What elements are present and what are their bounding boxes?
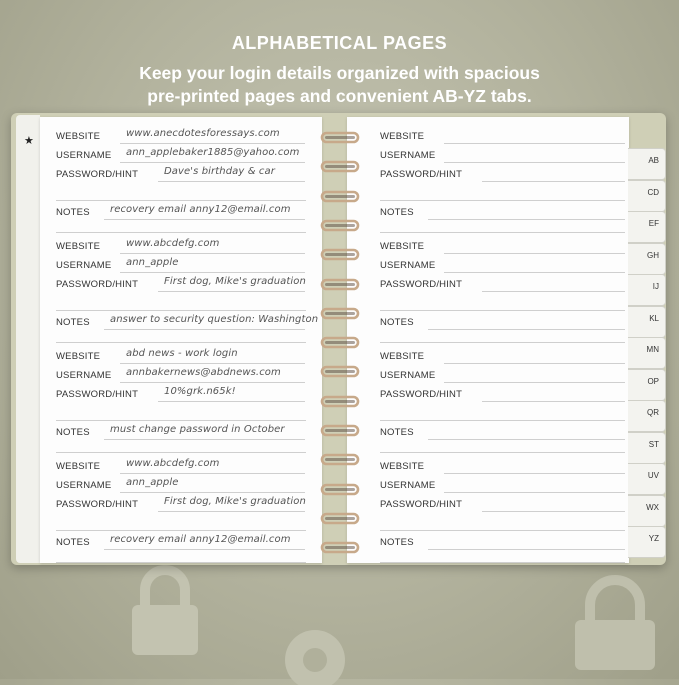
spiral-ring [320,159,360,173]
tab-op[interactable] [628,369,666,401]
username-label: USERNAME [56,150,112,161]
tab-label: UV [647,471,659,480]
website-label: WEBSITE [56,241,101,252]
website-label: WEBSITE [380,461,425,472]
entry-line[interactable] [428,439,625,440]
username-value[interactable]: annbakernews@abdnews.com [126,367,281,378]
notes-value[interactable]: answer to security question: Washington [110,314,319,325]
website-label: WEBSITE [380,351,425,362]
entry-line[interactable] [444,492,625,493]
spiral-ring [320,306,360,320]
tab-label: OP [647,376,659,386]
entry-line[interactable] [444,473,625,474]
entry-line[interactable] [428,549,625,550]
tab-gh[interactable] [628,243,666,275]
blank-line[interactable] [380,530,625,531]
tab-label: KL [649,313,659,323]
password-label: PASSWORD/HINT [380,389,463,400]
blank-line[interactable] [380,310,625,311]
blank-line [56,562,306,563]
username-value[interactable]: ann_applebaker1885@yahoo.com [126,147,300,158]
username-label: USERNAME [380,480,436,491]
page-title: ALPHABETICAL PAGES [231,33,448,53]
notes-value[interactable]: must change password in October [110,424,285,435]
username-value[interactable]: ann_apple [126,257,179,268]
entry-line[interactable] [428,219,625,220]
entry-line [120,143,305,144]
tab-label: WX [646,502,659,512]
blank-line[interactable] [380,420,625,421]
password-label: PASSWORD/HINT [56,499,139,510]
website-value[interactable]: www.anecdotesforessays.com [126,128,280,139]
notes-value[interactable]: recovery email anny12@email.com [110,204,291,215]
tab-label: EF [648,219,659,228]
tab-ef[interactable] [628,211,666,243]
entry-line[interactable] [482,401,625,402]
spiral-ring [320,130,360,144]
username-value[interactable]: ann_apple [126,477,179,488]
page-subtitle [0,62,679,108]
tab-label: GH [647,250,659,260]
page-edge [16,115,40,563]
entry-line[interactable] [482,181,625,182]
tab-label: QR [647,408,659,417]
website-value[interactable]: abd news - work login [126,348,238,359]
spiral-ring [320,482,360,496]
tab-label: YZ [648,534,659,543]
entry-line [120,382,305,383]
blank-line [56,452,306,453]
entry-line [104,439,305,440]
entry-line[interactable] [482,291,625,292]
entry-line[interactable] [444,162,625,163]
notes-value[interactable]: recovery email anny12@email.com [110,534,291,545]
username-label: USERNAME [380,150,436,161]
blank-line[interactable] [380,232,625,233]
notes-label: NOTES [380,427,414,438]
password-label: PASSWORD/HINT [380,169,463,180]
tab-uv[interactable] [628,463,666,495]
tab-st[interactable] [628,432,666,464]
entry-line [120,492,305,493]
entry-line [158,181,305,182]
entry-line[interactable] [444,363,625,364]
entry-line[interactable] [428,329,625,330]
notes-label: NOTES [56,317,90,328]
entry-line [120,272,305,273]
tab-mn[interactable] [628,337,666,369]
tab-ij[interactable] [628,274,666,306]
spiral-ring [320,511,360,525]
username-label: USERNAME [380,260,436,271]
notes-label: NOTES [56,427,90,438]
notes-label: NOTES [380,207,414,218]
blank-line[interactable] [380,452,625,453]
username-label: USERNAME [56,480,112,491]
notes-label: NOTES [56,207,90,218]
tab-label: CD [647,187,659,197]
entry-line [120,253,305,254]
spiral-ring [320,218,360,232]
entry-line [158,401,305,402]
blank-line [56,530,306,531]
website-label: WEBSITE [380,241,425,252]
lock-icon [560,575,670,675]
password-label: PASSWORD/HINT [56,169,139,180]
spiral-ring [320,247,360,261]
website-label: WEBSITE [56,461,101,472]
password-value[interactable]: First dog, Mike's graduation [164,496,306,507]
tab-label: AB [648,156,659,165]
password-label: PASSWORD/HINT [380,279,463,290]
blank-line[interactable] [380,562,625,563]
entry-line [120,162,305,163]
tab-cd[interactable] [628,180,666,212]
notes-label: NOTES [380,537,414,548]
spiral-ring [320,540,360,554]
entry-line [120,363,305,364]
entry-line [104,329,305,330]
entry-line[interactable] [444,253,625,254]
subtitle-line-1: Keep your login details organized with spacious [139,63,540,83]
tab-label: ST [648,439,659,449]
entry-line [158,511,305,512]
website-value[interactable]: www.abcdefg.com [126,458,220,469]
spiral-ring [320,277,360,291]
lock-icon [120,560,210,660]
tab-label: MN [646,345,659,354]
website-label: WEBSITE [380,131,425,142]
password-label: PASSWORD/HINT [380,499,463,510]
entry-line [158,291,305,292]
entry-line[interactable] [444,272,625,273]
spiral-ring [320,452,360,466]
password-value[interactable]: Dave's birthday & car [164,166,275,177]
blank-line [56,232,306,233]
blank-line [56,310,306,311]
blank-line[interactable] [380,200,625,201]
tab-yz[interactable] [628,526,666,558]
blank-line [56,420,306,421]
blank-line [56,342,306,343]
notes-label: NOTES [380,317,414,328]
spiral-ring [320,394,360,408]
website-value[interactable]: www.abcdefg.com [126,238,220,249]
entry-line [104,549,305,550]
entry-line[interactable] [482,511,625,512]
entry-line[interactable] [444,143,625,144]
website-label: WEBSITE [56,131,101,142]
blank-line [56,200,306,201]
password-value[interactable]: 10%grk.n65k! [164,386,236,397]
tab-ab[interactable] [628,148,666,180]
tab-wx[interactable] [628,495,666,527]
alphabet-tabs [628,118,668,558]
subtitle-line-2: pre-printed pages and convenient AB-YZ tabs. [147,86,532,106]
password-label: PASSWORD/HINT [56,389,139,400]
right-page [347,117,629,563]
entry-line [104,219,305,220]
entry-line [120,473,305,474]
star-icon: ★ [24,135,34,147]
spiral-ring [320,423,360,437]
gear-icon [270,615,360,685]
spiral-ring [320,364,360,378]
tab-kl[interactable] [628,306,666,338]
entry-line[interactable] [444,382,625,383]
password-value[interactable]: First dog, Mike's graduation [164,276,306,287]
spiral-ring [320,189,360,203]
website-label: WEBSITE [56,351,101,362]
tab-label: IJ [652,282,659,291]
notes-label: NOTES [56,537,90,548]
username-label: USERNAME [56,370,112,381]
spiral-ring [320,335,360,349]
username-label: USERNAME [56,260,112,271]
password-label: PASSWORD/HINT [56,279,139,290]
tab-qr[interactable] [628,400,666,432]
blank-line[interactable] [380,342,625,343]
username-label: USERNAME [380,370,436,381]
